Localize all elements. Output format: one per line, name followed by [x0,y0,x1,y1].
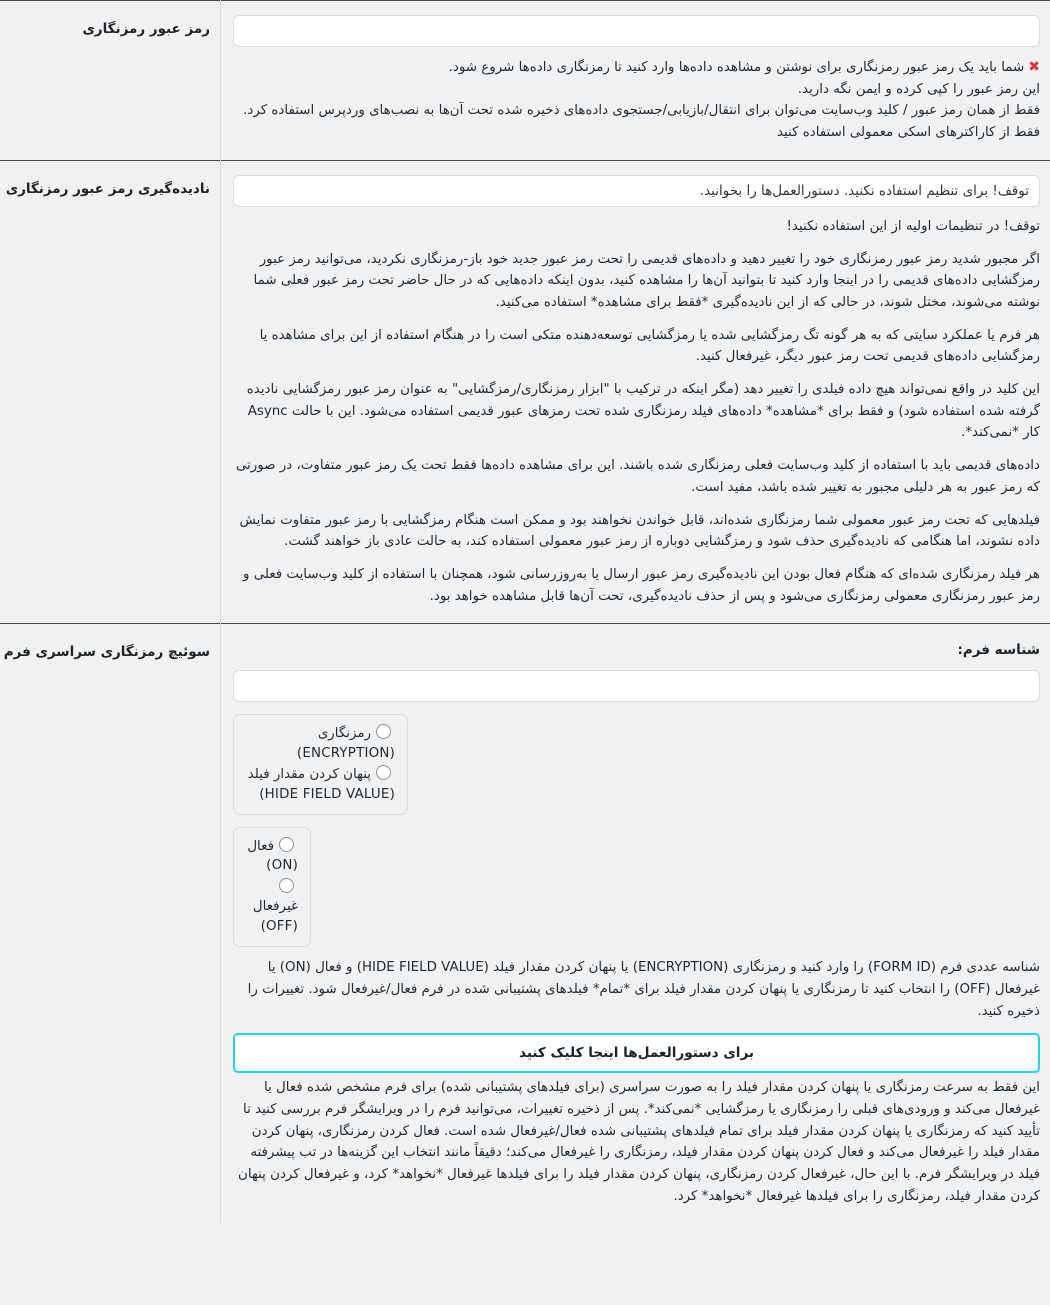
radio-label-off-en: (OFF) [260,918,298,934]
row-form-encryption-switch [0,624,1050,1224]
password-override-input[interactable] [233,175,1040,207]
radio-label-on-fa: فعال [247,838,274,854]
override-para-5: داده‌های قدیمی باید با استفاده از کلید وب‌سایت فعلی رمزنگاری شده باشند. این برای مشاهده داده‌ها فقط تحت یک رمز عبور متفاوت، در صورتی که رمز عبور به هر دلیلی مجبور به تغییر شده باشد، مفید است. [235,458,1040,495]
radio-option-hide-field-value[interactable] [246,765,395,804]
encryption-password-description [233,56,1040,144]
override-para-4: این کلید در واقع نمی‌تواند هیچ داده فیلدی را تغییر دهد (مگر اینکه در ترکیب با "ابزار رمزنگاری/رمزگشایی" به عنوان رمز عبور رمزگشایی نادیده گرفته شده استفاده شود) و فقط برای *مشاهده* داده‌های فیلد رمزنگاری شده تحت رمزهای عبور قدیمی استفاده می‌شود. این با حالت Async کار *نمی‌کند*. [246,382,1040,441]
password-override-label-cell [0,160,221,624]
encryption-password-desc-2: این رمز عبور را کپی کرده و ایمن نگه دارید. [797,81,1040,97]
override-para-3: هر فرم یا عملکرد سایتی که به هر گونه تگ رمزگشایی شده یا رمزگشایی توسعه‌دهنده متکی است را در هنگام استفاده از این برای مشاهده یا رمزگشایی داده‌های قدیمی تحت رمز عبور دیگر، غیرفعال کنید. [259,327,1040,365]
radio-label-encryption-fa: رمزنگاری [317,726,371,742]
row-encryption-password [0,1,1050,161]
radio-label-on-en: (ON) [266,858,298,874]
row-password-override [0,160,1050,624]
password-override-label: نادیده‌گیری رمز عبور رمزنگاری [5,180,210,197]
encryption-password-label: رمز عبور رمزنگاری [82,21,210,37]
form-id-label: شناسه فرم: [957,642,1040,659]
instructions-button[interactable]: برای دستورالعمل‌ها اینجا کلیک کنید [233,1033,1040,1073]
radio-circle-icon[interactable] [279,878,294,893]
form-switch-label: سوئیچ رمزنگاری سراسری فرم [3,644,210,661]
state-radio-group [233,827,311,947]
encryption-password-desc-3: فقط از همان رمز عبور / کلید وب‌سایت می‌توان برای انتقال/بازیابی/جستجوی داده‌های ذخیره شده تحت آن‌ها به نصب‌های وردپرس استفاده کرد. [243,103,1040,119]
form-switch-footer-text: این فقط به سرعت رمزنگاری یا پنهان کردن مقدار فیلد را به صورت سراسری (برای فیلدهای پشتیبانی شده) برای فرم مشخص شده فعال یا غیرفعال می‌کند و ورودی‌های قبلی را رمزنگاری یا رمزگشایی *نمی‌کند*. پس از ذخیره تغییرات، می‌توانید فرم را در ویرایشگر فرم بررسی کنید تا تأیید کنید که رمزنگاری یا پنهان کردن مقدار فیلد برای تمام فیلدهای پشتیبانی شده فعال/غیرفعال شده است. فعال کردن رمزنگاری، پنهان کردن مقدار فیلد را غیرفعال می‌کند و فعال کردن پنهان کردن مقدار فیلد، رمزنگاری را غیرفعال می‌کند؛ دقیقاً مانند انتخاب این گزینه‌ها در تب پیشرفته فیلد در ویرایشگر فرم. با این حال، غیرفعال کردن رمزنگاری، پنهان کردن مقدار فیلد را برای فیلدها غیرفعال *نخواهد* کرد، و غیرفعال کردن پنهان کردن مقدار فیلد، رمزنگاری را برای فیلدها غیرفعال *نخواهد* کرد. [238,1080,1040,1204]
radio-label-encryption-en: (ENCRYPTION) [296,745,395,761]
error-x-icon: ✖ [1028,59,1040,75]
encryption-password-input[interactable] [233,15,1040,47]
radio-option-off[interactable] [246,878,298,936]
radio-option-encryption[interactable] [246,724,395,763]
override-para-7: هر فیلد رمزنگاری شده‌ای که هنگام فعال بودن این نادیده‌گیری رمز عبور ارسال یا به‌روزرسانی شود، همچنان با استفاده از کلید وب‌سایت فعلی و رمز عبور رمزنگاری معمولی رمزنگاری می‌شود و پس از حذف نادیده‌گیری، تحت آن‌ها قابل مشاهده خواهد بود. [243,566,1040,604]
form-id-input[interactable] [233,670,1040,702]
mode-radio-group-wrap [233,702,1040,815]
radio-label-hide-en: (HIDE FIELD VALUE) [259,786,395,802]
encryption-password-content [221,1,1050,161]
password-override-description [233,216,1040,608]
form-switch-help-text: شناسه عددی فرم (FORM ID) را وارد کنید و رمزنگاری (ENCRYPTION) یا پنهان کردن مقدار فیلد (HIDE FIELD VALUE) و فعال (ON) یا غیرفعال (OFF) را انتخاب کنید تا رمزنگاری یا پنهان کردن مقدار فیلد برای *تمام* فیلدهای پشتیبانی شده در فرم فعال/غیرفعال شود. تغییرات را ذخیره کنید. [247,960,1040,1019]
override-para-1: توقف! در تنظیمات اولیه از این استفاده نکنید! [786,218,1040,234]
encryption-password-label-cell [0,1,221,161]
radio-circle-icon[interactable] [279,837,294,852]
override-para-2: اگر مجبور شدید رمز عبور رمزنگاری خود را تغییر دهید و داده‌های قدیمی را تحت رمز عبور جدید خود باز-رمزنگاری نکردید، می‌توانید رمز عبور رمزگشایی داده‌های قدیمی را در اینجا وارد کنید تا بتوانید آن‌ها را مشاهده کنید، بدون اینکه داده‌هایی که در حال حاضر تحت رمز عبور فعلی شما نوشته می‌شوند، مختل شوند، در حالی که از این نادیده‌گیری *فقط برای مشاهده* استفاده می‌کنید. [253,251,1040,310]
radio-circle-icon[interactable] [376,724,391,739]
form-switch-label-cell [0,624,221,1224]
password-override-content [221,160,1050,624]
state-radio-group-wrap [233,815,1040,947]
encryption-password-desc-4: فقط از کاراکترهای اسکی معمولی استفاده کنید [776,125,1040,141]
radio-label-off-fa: غیرفعال [252,899,298,915]
radio-option-on[interactable] [246,837,298,876]
override-para-6: فیلدهایی که تحت رمز عبور معمولی شما رمزنگاری شده‌اند، قابل خواندن نخواهند بود و ممکن است هنگام رمزگشایی با رمز عبور متفاوت نمایش داده نشوند، اما هنگامی که نادیده‌گیری حذف شود و رمزگشایی دوباره از رمز عبور معمولی استفاده کند، به حالت عادی باز خواهند گشت. [239,512,1040,550]
radio-circle-icon[interactable] [376,765,391,780]
mode-radio-group [233,714,408,815]
radio-label-hide-fa: پنهان کردن مقدار فیلد [247,767,371,783]
form-switch-content [221,624,1050,1224]
encryption-password-desc-1: شما باید یک رمز عبور رمزنگاری برای نوشتن و مشاهده داده‌ها وارد کنید تا رمزنگاری داده‌ها شروع شود. [448,60,1025,75]
encryption-password-warning-line [233,56,1040,79]
